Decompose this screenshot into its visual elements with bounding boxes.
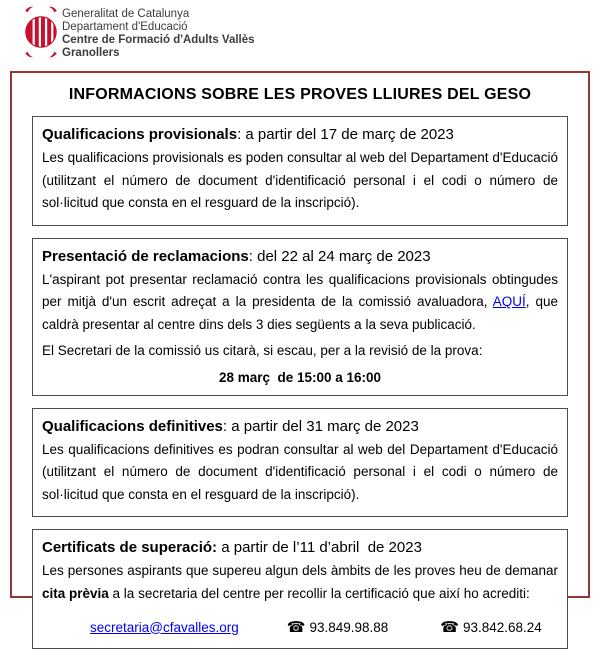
section-1-heading-date: : a partir del 17 de març de 2023 [237, 126, 454, 143]
phone-number-2 [440, 618, 542, 636]
section-2-text-before-link: L'aspirant pot presentar reclamació contra les qualificacions provisionals obtingudes per mitjà d'un escrit adreçat a la presidenta de la comissió avaluadora, [42, 271, 558, 309]
section-certificats-superacio [32, 529, 568, 649]
document-frame [10, 71, 590, 636]
section-2-heading-bold: Presentació de reclamacions [42, 247, 249, 265]
page-title: INFORMACIONS SOBRE LES PROVES LLIURES DEL GESO [68, 86, 532, 103]
revision-date-time: 28 març de 15:00 a 16:00 [218, 369, 382, 385]
org-line-3: Centre de Formació d'Adults Vallès [62, 34, 255, 46]
section-qualificacions-definitives [32, 408, 568, 518]
phone-number-1 [287, 618, 389, 636]
phone-icon: ☎ [440, 619, 459, 636]
section-4-body [42, 560, 558, 605]
header-org-block [62, 5, 255, 60]
section-2-heading [42, 248, 558, 265]
section-3-heading-bold: Qualificacions definitives [42, 417, 223, 435]
phone-number-1-value: 93.849.98.88 [309, 620, 389, 635]
phone-number-2-value: 93.842.68.24 [462, 620, 542, 635]
org-line-2: Departament d'Educació [62, 21, 188, 33]
org-line-4: Granollers [62, 47, 120, 59]
cita-previa-emphasis: cita prèvia [42, 585, 109, 601]
page-header [0, 0, 600, 68]
section-2-heading-date: : del 22 al 24 març de 2023 [248, 247, 431, 265]
section-4-heading [42, 539, 558, 556]
section-4-heading-bold: Certificats de superació: [42, 539, 218, 556]
section-2-text-after-link: , que caldrà presentar al centre dins dels 3 dies següents a la seva publicació. [42, 294, 558, 332]
section-4-text-after-bold: a la secretaria del centre per recollir la certificació que així ho acrediti: [108, 585, 530, 601]
phone-icon: ☎ [286, 619, 306, 636]
generalitat-logo-icon [24, 5, 58, 59]
section-4-heading-date: a partir de l’11 d’abril de 2023 [217, 539, 422, 556]
org-line-1: Generalitat de Catalunya [62, 8, 190, 20]
section-4-text-before-bold: Les persones aspirants que supereu algun dels àmbits de les proves heu de demanar [42, 563, 558, 578]
aqui-link[interactable]: AQUÍ [492, 294, 526, 309]
secretaria-email-link[interactable]: secretaria@cfavalles.org [90, 619, 239, 635]
section-3-heading [42, 418, 558, 435]
section-1-heading-bold: Qualificacions provisionals [42, 126, 238, 143]
section-2-revision-note: El Secretari de la comissió us citarà, si escau, per a la revisió de la prova: [42, 343, 483, 358]
section-1-body: Les qualificacions provisionals es poden consultar al web del Departament d'Educació (utilitzant el número de document d'identificació personal i el codi o número de sol·licitud que consta en el resguard de la inscripció). [42, 150, 558, 210]
contact-row [90, 618, 558, 636]
section-3-body: Les qualificacions definitives es podran consultar al web del Departament d'Educació (utilitzant el número de document d'identificació personal i el codi o número de sol·licitud que consta en el resguard de la inscripció). [42, 441, 558, 502]
section-presentacio-reclamacions [32, 238, 568, 396]
section-3-heading-date: : a partir del 31 març de 2023 [222, 417, 419, 435]
section-2-body [42, 269, 558, 337]
section-qualificacions-provisionals [32, 116, 568, 226]
section-1-heading [42, 126, 558, 143]
